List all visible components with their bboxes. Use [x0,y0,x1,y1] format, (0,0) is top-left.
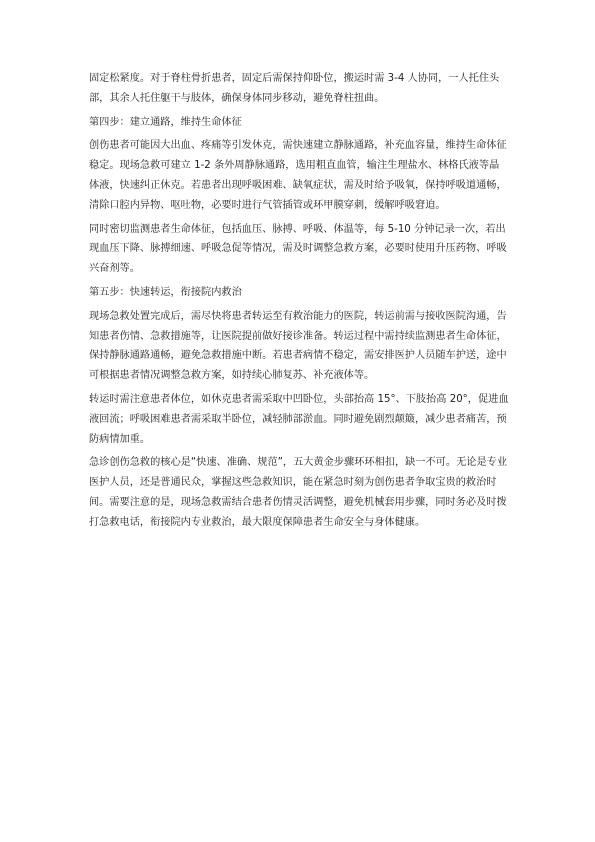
document-body [89,69,509,537]
paragraph-conclusion: 急诊创伤急救的核心是“快速、准确、规范”，五大黄金步骤环环相扣，缺一不可。无论是专业医护人员，还是普通民众，掌握这些急救知识，能在紧急时刻为创伤患者争取宝贵的救治时间。需要注意的是，现场急救需结合患者伤情灵活调整，避免机械套用步骤，同时务必及时拨打急救电话，衔接院内专业救治，最大限度保障患者生命安全与身体健康。 [89,457,508,528]
paragraph-shock-iv-access: 创伤患者可能因大出血、疼痛等引发休克，需快速建立静脉通路，补充血容量，维持生命体征稳定。现场急救可建立 1-2 条外周静脉通路，选用粗直血管，输注生理盐水、林格氏液等晶体液，快速纠正休克。若患者出现呼吸困难、缺氧症状，需及时给予吸氧，保持呼吸道通畅，清除口腔内异物、呕吐物，必要时进行气管插管或环甲膜穿刺，缓解呼吸窘迫。 [89,140,507,211]
paragraph-transfer: 现场急救处置完成后，需尽快将患者转运至有救治能力的医院，转运前需与接收医院沟通，告知患者伤情、急救措施等，让医院提前做好接诊准备。转运过程中需持续监测患者生命体征，保持静脉通路通畅，避免急救措施中断。若患者病情不稳定，需安排医护人员随车护送，途中可根据患者情况调整急救方案，如持续心肺复苏、补充液体等。 [89,310,507,382]
heading-step-five: 第五步：快速转运，衔接院内救治 [89,286,242,298]
heading-step-four: 第四步：建立通路，维持生命体征 [89,116,242,128]
paragraph-vital-monitoring: 同时密切监测患者生命体征，包括血压、脉搏、呼吸、体温等，每 5-10 分钟记录一次，若出现血压下降、脉搏细速、呼吸急促等情况，需及时调整急救方案，必要时使用升压药物、呼吸兴奋剂等。 [89,223,507,275]
paragraph-transfer-position: 转运时需注意患者体位，如休克患者需采取中凹卧位，头部抬高 15°、下肢抬高 20°，促进血液回流；呼吸困难患者需采取半卧位，减轻肺部淤血。同时避免剧烈颠簸，减少患者痛苦，预防病情加重。 [89,393,509,445]
paragraph-spine-fixation: 固定松紧度。对于脊柱骨折患者，固定后需保持仰卧位，搬运时需 3-4 人协同，一人托住头部，其余人托住躯干与肢体，确保身体同步移动，避免脊柱扭曲。 [89,73,500,104]
